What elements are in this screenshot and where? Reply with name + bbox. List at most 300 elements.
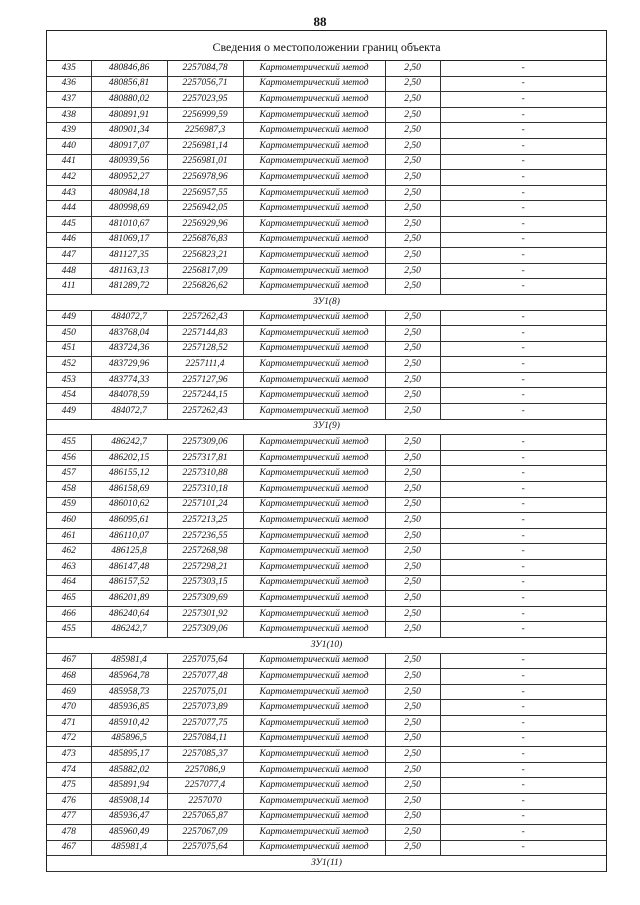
accuracy-cell: 2,50 [385, 731, 440, 747]
y-coordinate-cell: 2256823,21 [167, 248, 243, 264]
x-coordinate-cell: 485964,78 [91, 669, 167, 685]
point-number-cell: 472 [47, 731, 91, 747]
y-coordinate-cell: 2256981,01 [167, 154, 243, 170]
method-cell: Картометрический метод [243, 138, 385, 154]
point-number-cell: 450 [47, 326, 91, 342]
description-cell: - [440, 154, 606, 170]
description-cell: - [440, 575, 606, 591]
accuracy-cell: 2,50 [385, 185, 440, 201]
table-row [47, 450, 606, 466]
point-number-cell: 451 [47, 341, 91, 357]
method-cell: Картометрический метод [243, 466, 385, 482]
method-cell: Картометрический метод [243, 216, 385, 232]
point-number-cell: 444 [47, 201, 91, 217]
method-cell: Картометрический метод [243, 310, 385, 326]
x-coordinate-cell: 480856,81 [91, 76, 167, 92]
accuracy-cell: 2,50 [385, 809, 440, 825]
x-coordinate-cell: 481289,72 [91, 279, 167, 295]
table-row [47, 279, 606, 295]
description-cell: - [440, 700, 606, 716]
point-number-cell: 438 [47, 107, 91, 123]
accuracy-cell: 2,50 [385, 170, 440, 186]
x-coordinate-cell: 485936,47 [91, 809, 167, 825]
y-coordinate-cell: 2257127,96 [167, 372, 243, 388]
x-coordinate-cell: 485958,73 [91, 684, 167, 700]
method-cell: Картометрический метод [243, 606, 385, 622]
accuracy-cell: 2,50 [385, 341, 440, 357]
point-number-cell: 455 [47, 622, 91, 638]
description-cell: - [440, 809, 606, 825]
table-row [47, 154, 606, 170]
method-cell: Картометрический метод [243, 544, 385, 560]
description-cell: - [440, 653, 606, 669]
accuracy-cell: 2,50 [385, 793, 440, 809]
accuracy-cell: 2,50 [385, 466, 440, 482]
point-number-cell: 448 [47, 263, 91, 279]
method-cell: Картометрический метод [243, 793, 385, 809]
y-coordinate-cell: 2257244,15 [167, 388, 243, 404]
table-row [47, 248, 606, 264]
table-row [47, 575, 606, 591]
x-coordinate-cell: 486110,07 [91, 528, 167, 544]
point-number-cell: 478 [47, 825, 91, 841]
accuracy-cell: 2,50 [385, 778, 440, 794]
page-number: 88 [313, 14, 327, 29]
point-number-cell: 436 [47, 76, 91, 92]
y-coordinate-cell: 2257262,43 [167, 404, 243, 420]
description-cell: - [440, 778, 606, 794]
method-cell: Картометрический метод [243, 248, 385, 264]
x-coordinate-cell: 480984,18 [91, 185, 167, 201]
description-cell: - [440, 216, 606, 232]
method-cell: Картометрический метод [243, 61, 385, 76]
method-cell: Картометрический метод [243, 341, 385, 357]
x-coordinate-cell: 486157,52 [91, 575, 167, 591]
point-number-cell: 435 [47, 61, 91, 76]
y-coordinate-cell: 2256957,55 [167, 185, 243, 201]
accuracy-cell: 2,50 [385, 123, 440, 139]
accuracy-cell: 2,50 [385, 201, 440, 217]
accuracy-cell: 2,50 [385, 482, 440, 498]
accuracy-cell: 2,50 [385, 606, 440, 622]
y-coordinate-cell: 2257075,64 [167, 840, 243, 856]
y-coordinate-cell: 2257067,09 [167, 825, 243, 841]
description-cell: - [440, 684, 606, 700]
point-number-cell: 456 [47, 450, 91, 466]
point-number-cell: 474 [47, 762, 91, 778]
y-coordinate-cell: 2257084,78 [167, 61, 243, 76]
table-row [47, 185, 606, 201]
method-cell: Картометрический метод [243, 747, 385, 763]
point-number-cell: 447 [47, 248, 91, 264]
table-row [47, 591, 606, 607]
y-coordinate-cell: 2257023,95 [167, 92, 243, 108]
accuracy-cell: 2,50 [385, 404, 440, 420]
y-coordinate-cell: 2257309,06 [167, 622, 243, 638]
x-coordinate-cell: 486202,15 [91, 450, 167, 466]
x-coordinate-cell: 484072,7 [91, 310, 167, 326]
table-row [47, 61, 606, 76]
section-label: ЗУ1(8) [47, 294, 606, 310]
x-coordinate-cell: 485896,5 [91, 731, 167, 747]
point-number-cell: 466 [47, 606, 91, 622]
point-number-cell: 442 [47, 170, 91, 186]
y-coordinate-cell: 2257111,4 [167, 357, 243, 373]
table-row [47, 700, 606, 716]
description-cell: - [440, 326, 606, 342]
description-cell: - [440, 372, 606, 388]
accuracy-cell: 2,50 [385, 248, 440, 264]
x-coordinate-cell: 480917,07 [91, 138, 167, 154]
accuracy-cell: 2,50 [385, 154, 440, 170]
table-row [47, 232, 606, 248]
description-cell: - [440, 825, 606, 841]
x-coordinate-cell: 486095,61 [91, 513, 167, 529]
point-number-cell: 449 [47, 310, 91, 326]
point-number-cell: 470 [47, 700, 91, 716]
method-cell: Картометрический метод [243, 232, 385, 248]
y-coordinate-cell: 2257262,43 [167, 310, 243, 326]
method-cell: Картометрический метод [243, 263, 385, 279]
x-coordinate-cell: 483768,04 [91, 326, 167, 342]
description-cell: - [440, 450, 606, 466]
x-coordinate-cell: 485882,02 [91, 762, 167, 778]
x-coordinate-cell: 485936,85 [91, 700, 167, 716]
point-number-cell: 473 [47, 747, 91, 763]
accuracy-cell: 2,50 [385, 700, 440, 716]
description-cell: - [440, 544, 606, 560]
accuracy-cell: 2,50 [385, 107, 440, 123]
point-number-cell: 411 [47, 279, 91, 295]
x-coordinate-cell: 486010,62 [91, 497, 167, 513]
y-coordinate-cell: 2256981,14 [167, 138, 243, 154]
x-coordinate-cell: 480901,34 [91, 123, 167, 139]
method-cell: Картометрический метод [243, 357, 385, 373]
y-coordinate-cell: 2257268,98 [167, 544, 243, 560]
description-cell: - [440, 482, 606, 498]
y-coordinate-cell: 2257310,18 [167, 482, 243, 498]
y-coordinate-cell: 2257056,71 [167, 76, 243, 92]
point-number-cell: 439 [47, 123, 91, 139]
accuracy-cell: 2,50 [385, 138, 440, 154]
table-row [47, 715, 606, 731]
y-coordinate-cell: 2256826,62 [167, 279, 243, 295]
method-cell: Картометрический метод [243, 92, 385, 108]
y-coordinate-cell: 2257065,87 [167, 809, 243, 825]
point-number-cell: 477 [47, 809, 91, 825]
accuracy-cell: 2,50 [385, 279, 440, 295]
x-coordinate-cell: 484072,7 [91, 404, 167, 420]
accuracy-cell: 2,50 [385, 762, 440, 778]
point-number-cell: 445 [47, 216, 91, 232]
y-coordinate-cell: 2257298,21 [167, 560, 243, 576]
method-cell: Картометрический метод [243, 591, 385, 607]
method-cell: Картометрический метод [243, 653, 385, 669]
method-cell: Картометрический метод [243, 622, 385, 638]
x-coordinate-cell: 486242,7 [91, 435, 167, 451]
method-cell: Картометрический метод [243, 684, 385, 700]
method-cell: Картометрический метод [243, 404, 385, 420]
point-number-cell: 475 [47, 778, 91, 794]
table-row [47, 809, 606, 825]
table-row [47, 653, 606, 669]
x-coordinate-cell: 485910,42 [91, 715, 167, 731]
point-number-cell: 463 [47, 560, 91, 576]
section-label: ЗУ1(11) [47, 856, 606, 872]
description-cell: - [440, 185, 606, 201]
x-coordinate-cell: 480952,27 [91, 170, 167, 186]
x-coordinate-cell: 481127,35 [91, 248, 167, 264]
point-number-cell: 469 [47, 684, 91, 700]
x-coordinate-cell: 481163,13 [91, 263, 167, 279]
accuracy-cell: 2,50 [385, 326, 440, 342]
point-number-cell: 460 [47, 513, 91, 529]
table-row [47, 170, 606, 186]
x-coordinate-cell: 480939,56 [91, 154, 167, 170]
method-cell: Картометрический метод [243, 482, 385, 498]
point-number-cell: 449 [47, 404, 91, 420]
description-cell: - [440, 248, 606, 264]
description-cell: - [440, 762, 606, 778]
description-cell: - [440, 747, 606, 763]
description-cell: - [440, 138, 606, 154]
y-coordinate-cell: 2257301,92 [167, 606, 243, 622]
y-coordinate-cell: 2257317,81 [167, 450, 243, 466]
description-cell: - [440, 560, 606, 576]
y-coordinate-cell: 2257077,4 [167, 778, 243, 794]
accuracy-cell: 2,50 [385, 575, 440, 591]
description-cell: - [440, 279, 606, 295]
y-coordinate-cell: 2257128,52 [167, 341, 243, 357]
x-coordinate-cell: 480891,91 [91, 107, 167, 123]
accuracy-cell: 2,50 [385, 622, 440, 638]
point-number-cell: 437 [47, 92, 91, 108]
y-coordinate-cell: 2257077,48 [167, 669, 243, 685]
accuracy-cell: 2,50 [385, 76, 440, 92]
table-row [47, 404, 606, 420]
point-number-cell: 467 [47, 840, 91, 856]
method-cell: Картометрический метод [243, 825, 385, 841]
method-cell: Картометрический метод [243, 778, 385, 794]
section-label: ЗУ1(10) [47, 637, 606, 653]
y-coordinate-cell: 2256929,96 [167, 216, 243, 232]
x-coordinate-cell: 485960,49 [91, 825, 167, 841]
accuracy-cell: 2,50 [385, 435, 440, 451]
description-cell: - [440, 388, 606, 404]
y-coordinate-cell: 2257085,37 [167, 747, 243, 763]
y-coordinate-cell: 2256942,05 [167, 201, 243, 217]
method-cell: Картометрический метод [243, 497, 385, 513]
method-cell: Картометрический метод [243, 279, 385, 295]
table-row [47, 669, 606, 685]
accuracy-cell: 2,50 [385, 497, 440, 513]
method-cell: Картометрический метод [243, 372, 385, 388]
table-row [47, 466, 606, 482]
x-coordinate-cell: 480880,02 [91, 92, 167, 108]
table-row [47, 107, 606, 123]
x-coordinate-cell: 485895,17 [91, 747, 167, 763]
x-coordinate-cell: 486242,7 [91, 622, 167, 638]
y-coordinate-cell: 2257101,24 [167, 497, 243, 513]
description-cell: - [440, 497, 606, 513]
description-cell: - [440, 263, 606, 279]
description-cell: - [440, 123, 606, 139]
method-cell: Картометрический метод [243, 435, 385, 451]
point-number-cell: 454 [47, 388, 91, 404]
y-coordinate-cell: 2256999,59 [167, 107, 243, 123]
table-row [47, 513, 606, 529]
accuracy-cell: 2,50 [385, 528, 440, 544]
y-coordinate-cell: 2256978,96 [167, 170, 243, 186]
x-coordinate-cell: 484078,59 [91, 388, 167, 404]
table-row [47, 76, 606, 92]
method-cell: Картометрический метод [243, 560, 385, 576]
y-coordinate-cell: 2256987,3 [167, 123, 243, 139]
y-coordinate-cell: 2257310,88 [167, 466, 243, 482]
method-cell: Картометрический метод [243, 809, 385, 825]
description-cell: - [440, 341, 606, 357]
method-cell: Картометрический метод [243, 123, 385, 139]
accuracy-cell: 2,50 [385, 653, 440, 669]
accuracy-cell: 2,50 [385, 357, 440, 373]
method-cell: Картометрический метод [243, 528, 385, 544]
method-cell: Картометрический метод [243, 76, 385, 92]
method-cell: Картометрический метод [243, 669, 385, 685]
y-coordinate-cell: 2257309,06 [167, 435, 243, 451]
x-coordinate-cell: 483729,96 [91, 357, 167, 373]
x-coordinate-cell: 485981,4 [91, 840, 167, 856]
accuracy-cell: 2,50 [385, 825, 440, 841]
table-row [47, 310, 606, 326]
accuracy-cell: 2,50 [385, 715, 440, 731]
table-row [47, 92, 606, 108]
point-number-cell: 464 [47, 575, 91, 591]
section-header-row [47, 294, 606, 310]
method-cell: Картометрический метод [243, 715, 385, 731]
y-coordinate-cell: 2257236,55 [167, 528, 243, 544]
y-coordinate-cell: 2257303,15 [167, 575, 243, 591]
table-row [47, 825, 606, 841]
x-coordinate-cell: 485981,4 [91, 653, 167, 669]
description-cell: - [440, 840, 606, 856]
description-cell: - [440, 76, 606, 92]
point-number-cell: 446 [47, 232, 91, 248]
table-row [47, 123, 606, 139]
x-coordinate-cell: 486125,8 [91, 544, 167, 560]
x-coordinate-cell: 480846,86 [91, 61, 167, 76]
description-cell: - [440, 793, 606, 809]
x-coordinate-cell: 483724,36 [91, 341, 167, 357]
method-cell: Картометрический метод [243, 107, 385, 123]
table-row [47, 138, 606, 154]
accuracy-cell: 2,50 [385, 669, 440, 685]
table-row [47, 341, 606, 357]
x-coordinate-cell: 486155,12 [91, 466, 167, 482]
x-coordinate-cell: 486147,48 [91, 560, 167, 576]
accuracy-cell: 2,50 [385, 216, 440, 232]
x-coordinate-cell: 483774,33 [91, 372, 167, 388]
accuracy-cell: 2,50 [385, 544, 440, 560]
point-number-cell: 452 [47, 357, 91, 373]
description-cell: - [440, 606, 606, 622]
description-cell: - [440, 232, 606, 248]
description-cell: - [440, 669, 606, 685]
table-row [47, 560, 606, 576]
point-number-cell: 459 [47, 497, 91, 513]
x-coordinate-cell: 486158,69 [91, 482, 167, 498]
table-row [47, 528, 606, 544]
method-cell: Картометрический метод [243, 575, 385, 591]
coordinates-table-frame [46, 30, 607, 872]
method-cell: Картометрический метод [243, 731, 385, 747]
section-label: ЗУ1(9) [47, 419, 606, 435]
point-number-cell: 443 [47, 185, 91, 201]
description-cell: - [440, 201, 606, 217]
accuracy-cell: 2,50 [385, 450, 440, 466]
table-row [47, 840, 606, 856]
accuracy-cell: 2,50 [385, 61, 440, 76]
method-cell: Картометрический метод [243, 840, 385, 856]
table-row [47, 731, 606, 747]
point-number-cell: 476 [47, 793, 91, 809]
point-number-cell: 468 [47, 669, 91, 685]
point-number-cell: 457 [47, 466, 91, 482]
x-coordinate-cell: 485891,94 [91, 778, 167, 794]
x-coordinate-cell: 480998,69 [91, 201, 167, 217]
point-number-cell: 462 [47, 544, 91, 560]
point-number-cell: 461 [47, 528, 91, 544]
y-coordinate-cell: 2257086,9 [167, 762, 243, 778]
coordinates-table [47, 61, 606, 872]
point-number-cell: 441 [47, 154, 91, 170]
description-cell: - [440, 92, 606, 108]
point-number-cell: 440 [47, 138, 91, 154]
description-cell: - [440, 435, 606, 451]
table-row [47, 357, 606, 373]
table-row [47, 684, 606, 700]
description-cell: - [440, 731, 606, 747]
description-cell: - [440, 466, 606, 482]
accuracy-cell: 2,50 [385, 591, 440, 607]
y-coordinate-cell: 2257075,64 [167, 653, 243, 669]
description-cell: - [440, 310, 606, 326]
table-row [47, 263, 606, 279]
accuracy-cell: 2,50 [385, 263, 440, 279]
description-cell: - [440, 528, 606, 544]
table-row [47, 762, 606, 778]
table-row [47, 606, 606, 622]
accuracy-cell: 2,50 [385, 747, 440, 763]
y-coordinate-cell: 2257309,69 [167, 591, 243, 607]
point-number-cell: 467 [47, 653, 91, 669]
accuracy-cell: 2,50 [385, 232, 440, 248]
x-coordinate-cell: 481069,17 [91, 232, 167, 248]
y-coordinate-cell: 2257084,11 [167, 731, 243, 747]
point-number-cell: 453 [47, 372, 91, 388]
method-cell: Картометрический метод [243, 700, 385, 716]
point-number-cell: 455 [47, 435, 91, 451]
description-cell: - [440, 715, 606, 731]
table-row [47, 778, 606, 794]
accuracy-cell: 2,50 [385, 560, 440, 576]
x-coordinate-cell: 486201,89 [91, 591, 167, 607]
method-cell: Картометрический метод [243, 201, 385, 217]
table-row [47, 326, 606, 342]
description-cell: - [440, 170, 606, 186]
y-coordinate-cell: 2256817,09 [167, 263, 243, 279]
description-cell: - [440, 513, 606, 529]
method-cell: Картометрический метод [243, 762, 385, 778]
